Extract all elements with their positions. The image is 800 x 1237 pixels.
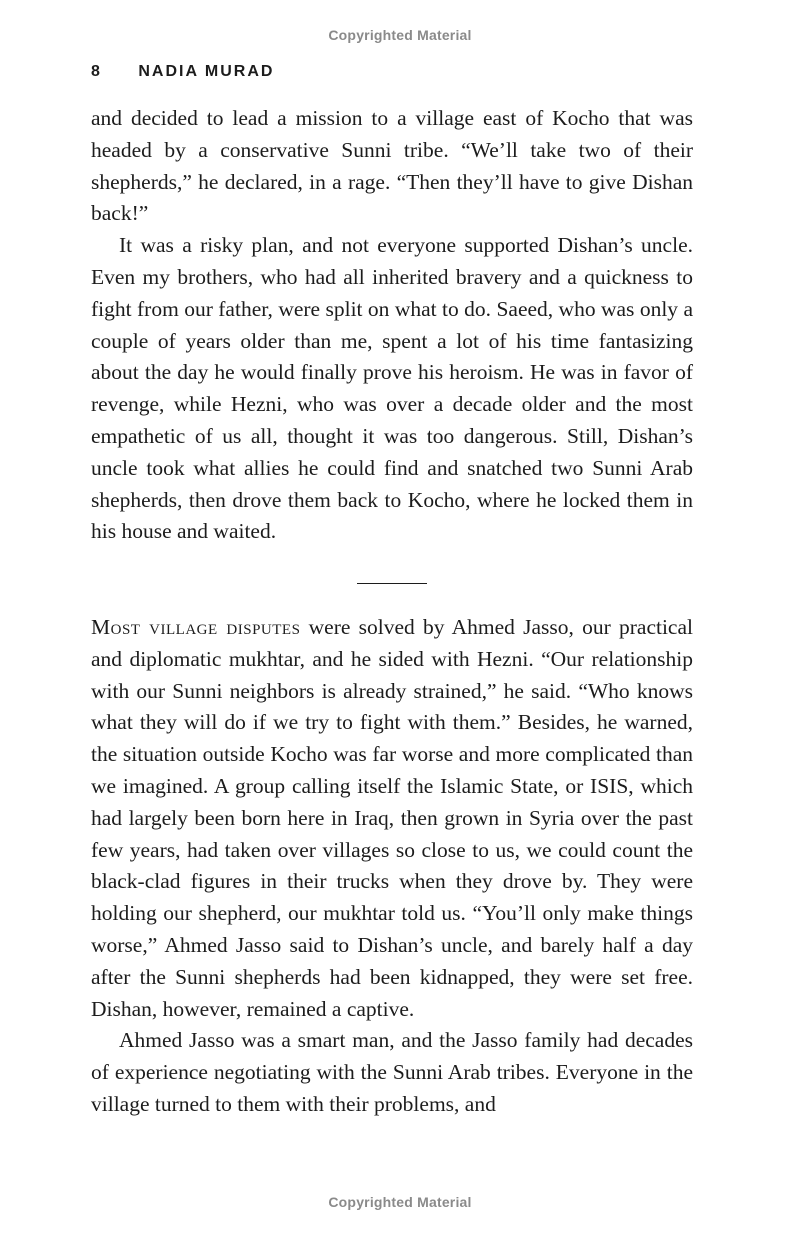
small-caps-lead-in: Most village disputes	[91, 615, 301, 639]
paragraph: and decided to lead a mission to a village east of Kocho that was headed by a conservative Sunni tribe. “We’ll take two of their shepherds,” he declared, in a rage. “Then they’ll have to give Dishan back!”	[91, 106, 693, 226]
paragraph-text: were solved by Ahmed Jasso, our practical and diplomatic mukhtar, and he sided with Hezni. “Our relationship with our Sunni neighbors is already strained,” he said. “Who knows what they will do if we try to fight with them.” Besides, he warned, the situation outside Kocho was far worse and more complicated than we imagined. A group calling itself the Islamic State, or ISIS, which had largely been born here in Iraq, then grown in Syria over the past few years, had taken over villages so close to us, we could count the black-clad figures in their trucks when they drove by. They were holding our shepherd, our mukhtar told us. “You’ll only make things worse,” Ahmed Jasso said to Dishan’s uncle, and barely half a day after the Sunni shepherds had been kidnapped, they were set free. Dishan, however, remained a captive.	[91, 615, 693, 1021]
running-head	[91, 63, 274, 81]
author-name: NADIA MURAD	[138, 63, 275, 80]
paragraph	[91, 612, 693, 1025]
copyright-watermark-top: Copyrighted Material	[328, 27, 472, 43]
section-divider	[357, 583, 427, 584]
paragraph: It was a risky plan, and not everyone supported Dishan’s uncle. Even my brothers, who had all inherited bravery and a quickness to fight from our father, were split on what to do. Saeed, who was only a couple of years older than me, spent a lot of his time fantasizing about the day he would finally prove his heroism. He was in favor of revenge, while Hezni, who was over a decade older and the most empathetic of us all, thought it was too dangerous. Still, Dishan’s uncle took what allies he could find and snatched two Sunni Arab shepherds, then drove them back to Kocho, where he locked them in his house and waited.	[91, 233, 693, 544]
page-number: 8	[91, 63, 102, 80]
paragraph: Ahmed Jasso was a smart man, and the Jasso family had decades of experience negotiating with the Sunni Arab tribes. Everyone in the village turned to them with their problems, and	[91, 1028, 693, 1116]
section-two	[91, 612, 693, 1121]
copyright-watermark-bottom: Copyrighted Material	[328, 1194, 472, 1210]
section-one	[91, 103, 693, 548]
